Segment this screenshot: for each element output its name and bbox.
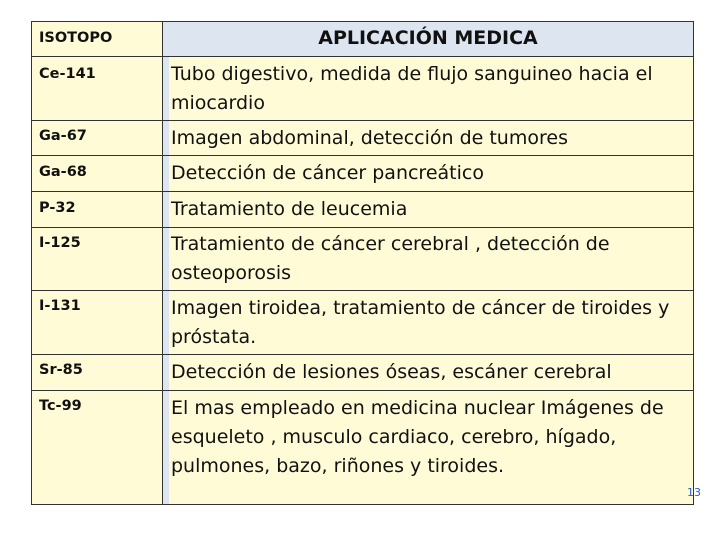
row-divider [32,191,693,192]
application-cell: El mas empleado en medicina nuclear Imágenes de esqueleto , musculo cardiaco, cerebro, hígado, pulmones, bazo, riñones y tiroides. [171,397,664,477]
isotope-column-bg [32,56,162,504]
application-cell: Imagen abdominal, detección de tumores [171,127,568,149]
application-cell: Detección de cáncer pancreático [171,162,484,184]
application-cell: Tratamiento de leucemia [171,198,408,220]
application-cell: Tubo digestivo, medida de flujo sanguineo hacia el miocardio [171,63,653,114]
application-cell: Tratamiento de cáncer cerebral , detección de osteoporosis [171,233,610,284]
isotope-cell: I-125 [39,235,81,251]
row-divider [32,354,693,355]
isotope-table [31,21,694,505]
row-divider [32,120,693,121]
application-cell: Imagen tiroidea, tratamiento de cáncer de tiroides y próstata. [171,297,670,348]
isotope-cell: Tc-99 [39,398,82,414]
isotope-cell: Sr-85 [39,362,83,378]
isotope-cell: I-131 [39,298,81,314]
page-number: 13 [687,486,701,499]
row-divider [32,227,693,228]
header-isotope: ISOTOPO [39,30,113,46]
row-divider [32,390,693,391]
row-divider [32,56,693,57]
isotope-cell: Ce-141 [39,66,96,82]
isotope-cell: Ga-68 [39,164,87,180]
row-divider [32,155,693,156]
application-cell: Detección de lesiones óseas, escáner cerebral [171,361,612,383]
row-divider [32,290,693,291]
column-divider [162,22,163,504]
isotope-cell: P-32 [39,200,76,216]
isotope-cell: Ga-67 [39,128,87,144]
header-application: APLICACIÓN MEDICA [318,27,538,49]
